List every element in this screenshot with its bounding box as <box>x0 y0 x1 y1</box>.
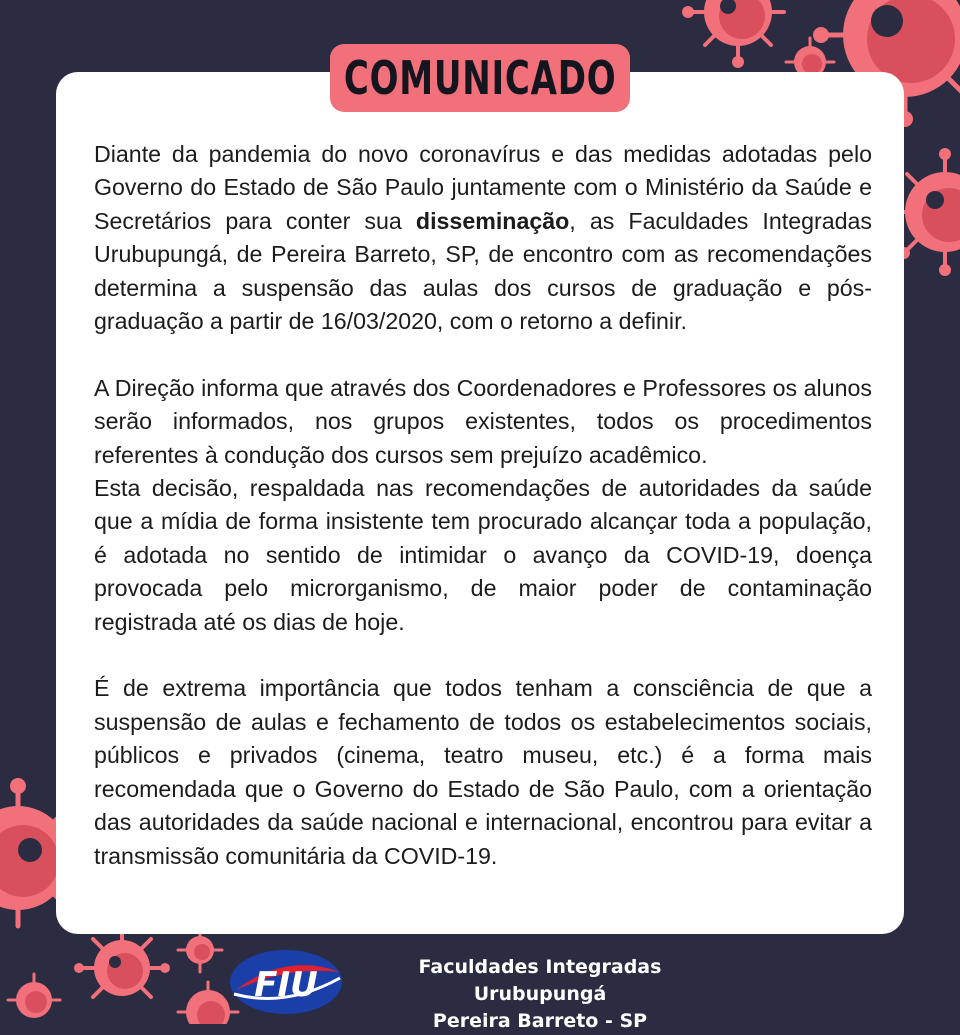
bold-term: disseminação <box>415 207 570 234</box>
virus-icon <box>682 0 784 68</box>
page-title: COMUNICADO <box>343 51 617 105</box>
paragraph-1-end: , as Faculdades Integradas Urubupungá, de Pereira Barreto, SP, de encontro com as recomendações determina a suspensão das aulas dos cursos de graduação e pós-graduação a partir de 16/03/2020, com o retorno a definir. <box>94 207 872 335</box>
paragraph-2: A Direção informa que através dos Coordenadores e Professores os alunos serão informados, nos grupos existentes, todos os procedimentos referentes à condução dos cursos sem prejuízo acadêmico. <box>94 374 872 468</box>
fiu-logo <box>228 946 344 1016</box>
virus-icon <box>178 928 222 972</box>
virus-icon <box>8 974 60 1018</box>
paragraph-4: É de extrema importância que todos tenham a consciência de que a suspensão de aulas e fechamento de todos os estabelecimentos sociais, públicos e privados (cinema, teatro museu, etc.) é a forma mais recomendada que o Governo do Estado de São Paulo, com a orientação das autoridades da saúde nacional e internacional, encontrou para evitar a transmissão comunitária da COVID-19. <box>94 675 872 869</box>
paragraph-3: Esta decisão, respaldada nas recomendações de autoridades da saúde que a mídia de forma insistente tem procurado alcançar toda a população, é adotada no sentido de intimidar o avanço da COVID-19, doença provocada pelo microrganismo, de maior poder de contaminação registrada até os dias de hoje. <box>94 475 872 635</box>
announcement-body <box>94 138 872 873</box>
paragraph-1 <box>94 138 872 338</box>
footer-caption <box>352 954 728 1035</box>
institution-location: Pereira Barreto - SP <box>432 1010 648 1032</box>
institution-name: Faculdades Integradas Urubupungá <box>418 956 662 1005</box>
paragraph-1-start: Diante da pandemia do novo coronavírus e das medidas adotadas pelo Governo do Estado de São Paulo juntamente com o Ministério da Saúde e Secretários para conter sua <box>94 141 872 234</box>
logo-text: FIU <box>254 965 318 1005</box>
title-badge <box>330 44 630 112</box>
